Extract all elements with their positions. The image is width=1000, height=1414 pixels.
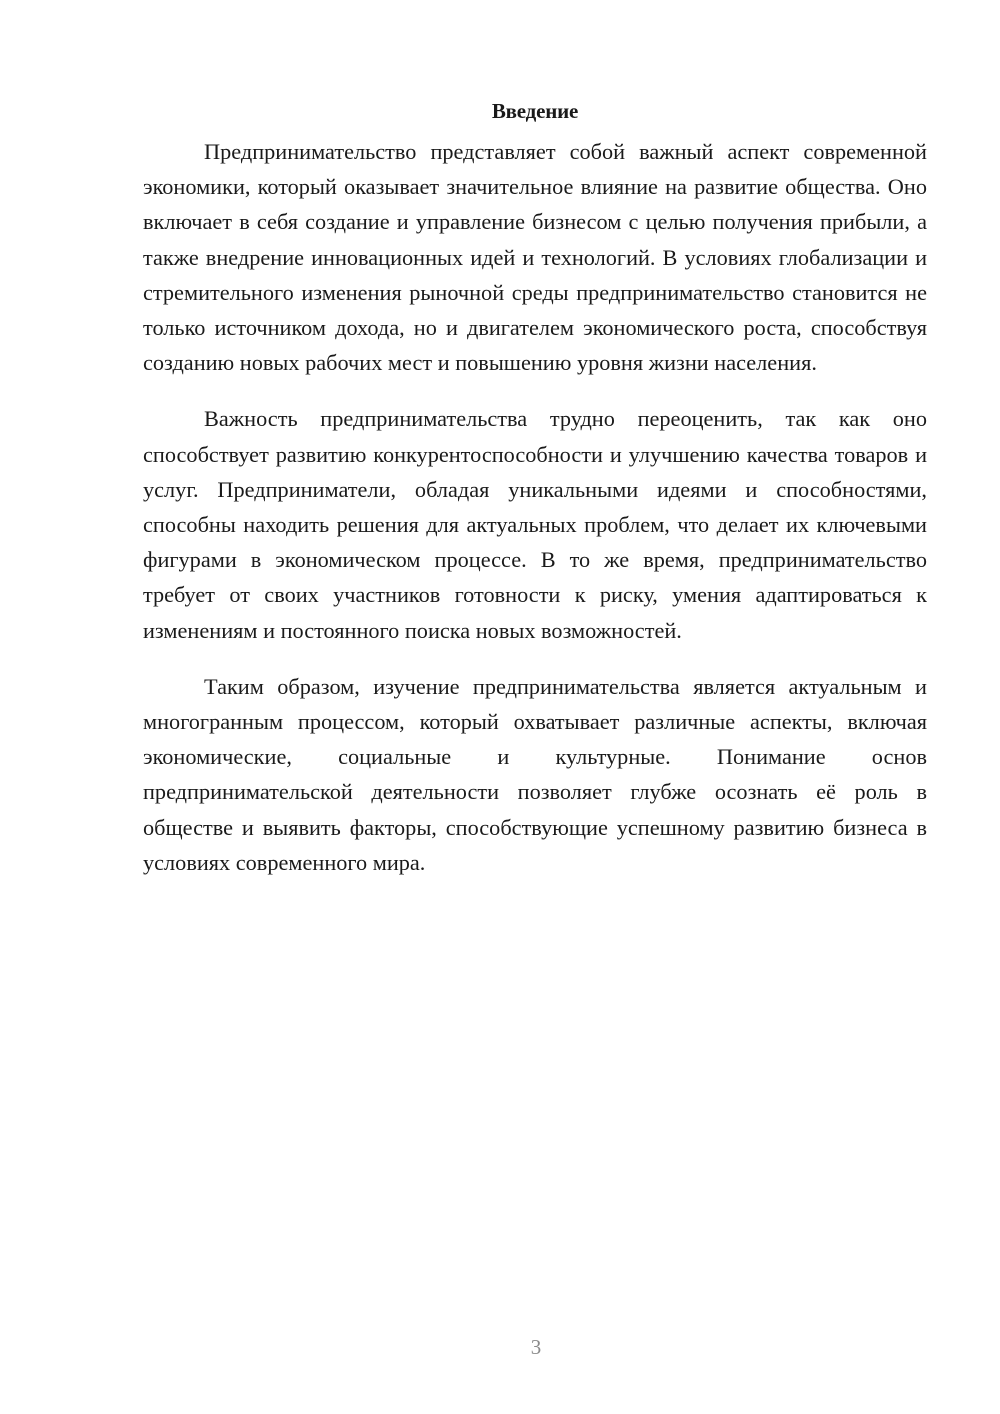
page-content xyxy=(143,96,927,880)
paragraph-3: Таким образом, изучение предпринимательства является актуальным и многогранным процессом, который охватывает различные аспекты, включая экономические, социальные и культурные. Понимание основ предпринимательской деятельности позволяет глубже осознать её роль в обществе и выявить факторы, способствующие успешному развитию бизнеса в условиях современного мира. xyxy=(143,673,927,875)
page-number: 3 xyxy=(530,1335,542,1359)
section-title: Введение xyxy=(491,99,579,123)
paragraph-1: Предпринимательство представляет собой важный аспект современной экономики, который оказывает значительное влияние на развитие общества. Оно включает в себя создание и управление бизнесом с целью получения прибыли, а также внедрение инновационных идей и технологий. В условиях глобализации и стремительного изменения рыночной среды предпринимательство становится не только источником дохода, но и двигателем экономического роста, способствуя созданию новых рабочих мест и повышению уровня жизни населения. xyxy=(143,139,927,376)
paragraph-2: Важность предпринимательства трудно переоценить, так как оно способствует развитию конкурентоспособности и улучшению качества товаров и услуг. Предприниматели, обладая уникальными идеями и способностями, способны находить решения для актуальных проблем, что делает их ключевыми фигурами в экономическом процессе. В то же время, предпринимательство требует от своих участников готовности к риску, умения адаптироваться к изменениям и постоянного поиска новых возможностей. xyxy=(143,406,927,643)
